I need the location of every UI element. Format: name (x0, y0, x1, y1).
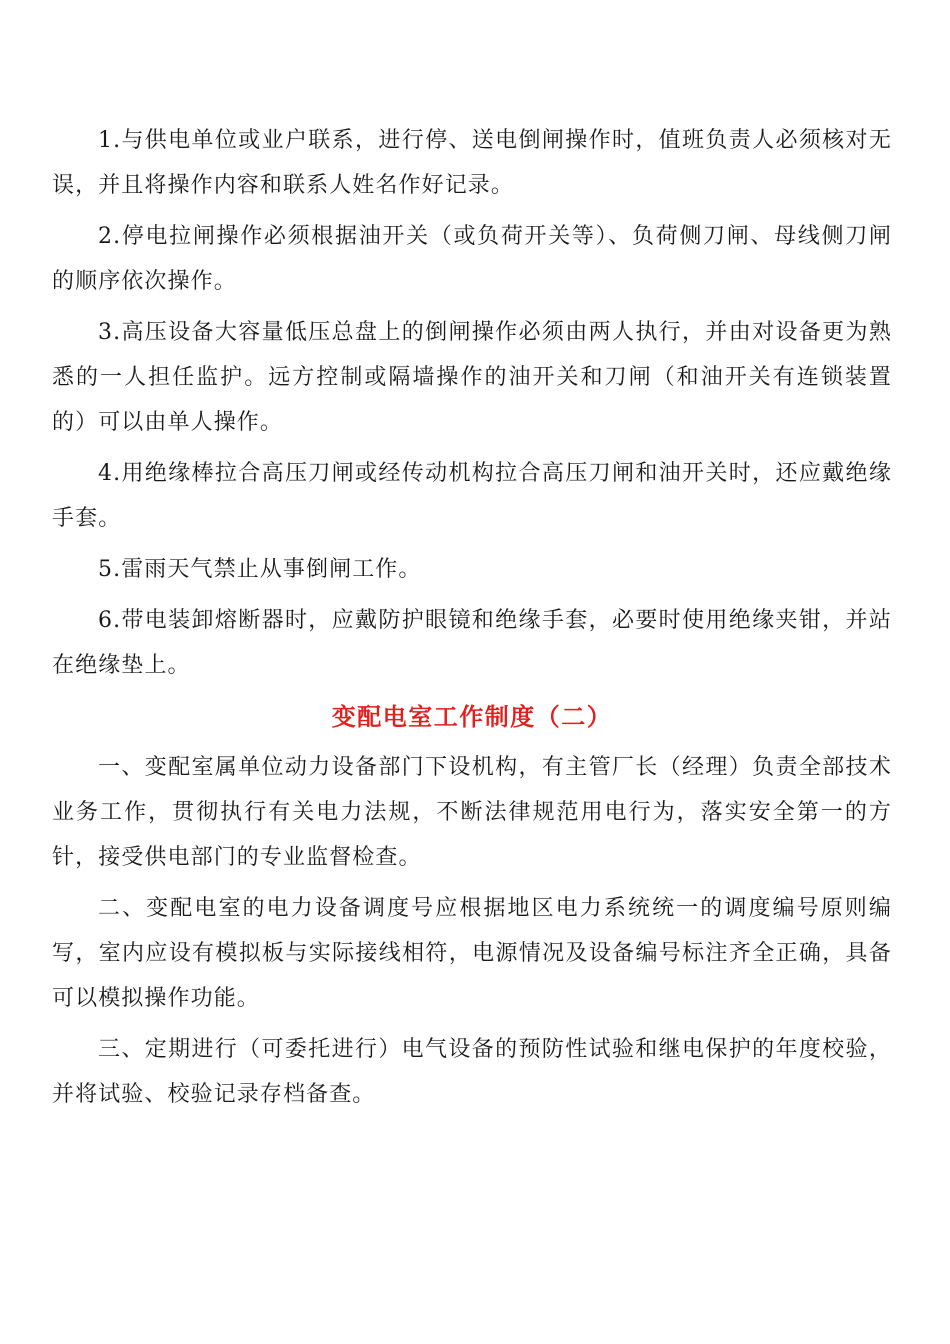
rule-item-1: 1.与供电单位或业户联系，进行停、送电倒闸操作时，值班负责人必须核对无误，并且将操作内容和联系人姓名作好记录。 (52, 128, 892, 198)
regulation-item-3: 三、定期进行（可委托进行）电气设备的预防性试验和继电保护的年度校验，并将试验、校验记录存档备查。 (52, 1037, 892, 1107)
rule-item-6: 6.带电装卸熔断器时，应戴防护眼镜和绝缘手套，必要时使用绝缘夹钳，并站在绝缘垫上。 (52, 608, 892, 678)
rule-item-3: 3.高压设备大容量低压总盘上的倒闸操作必须由两人执行，并由对设备更为熟悉的一人担任监护。远方控制或隔墙操作的油开关和刀闸（和油开关有连锁装置的）可以由单人操作。 (52, 320, 892, 435)
rule-item-2: 2.停电拉闸操作必须根据油开关（或负荷开关等）、负荷侧刀闸、母线侧刀闸的顺序依次操作。 (52, 224, 892, 294)
regulation-item-1: 一、变配室属单位动力设备部门下设机构，有主管厂长（经理）负责全部技术业务工作，贯彻执行有关电力法规，不断法律规范用电行为，落实安全第一的方针，接受供电部门的专业监督检查。 (52, 755, 892, 870)
regulation-item-2: 二、变配电室的电力设备调度号应根据地区电力系统统一的调度编号原则编写，室内应设有模拟板与实际接线相符，电源情况及设备编号标注齐全正确，具备可以模拟操作功能。 (52, 896, 892, 1011)
rule-item-4: 4.用绝缘棒拉合高压刀闸或经传动机构拉合高压刀闸和油开关时，还应戴绝缘手套。 (52, 461, 892, 531)
rule-item-5: 5.雷雨天气禁止从事倒闸工作。 (98, 557, 422, 582)
document-body (52, 118, 892, 1123)
section-title: 变配电室工作制度（二） (331, 702, 613, 731)
